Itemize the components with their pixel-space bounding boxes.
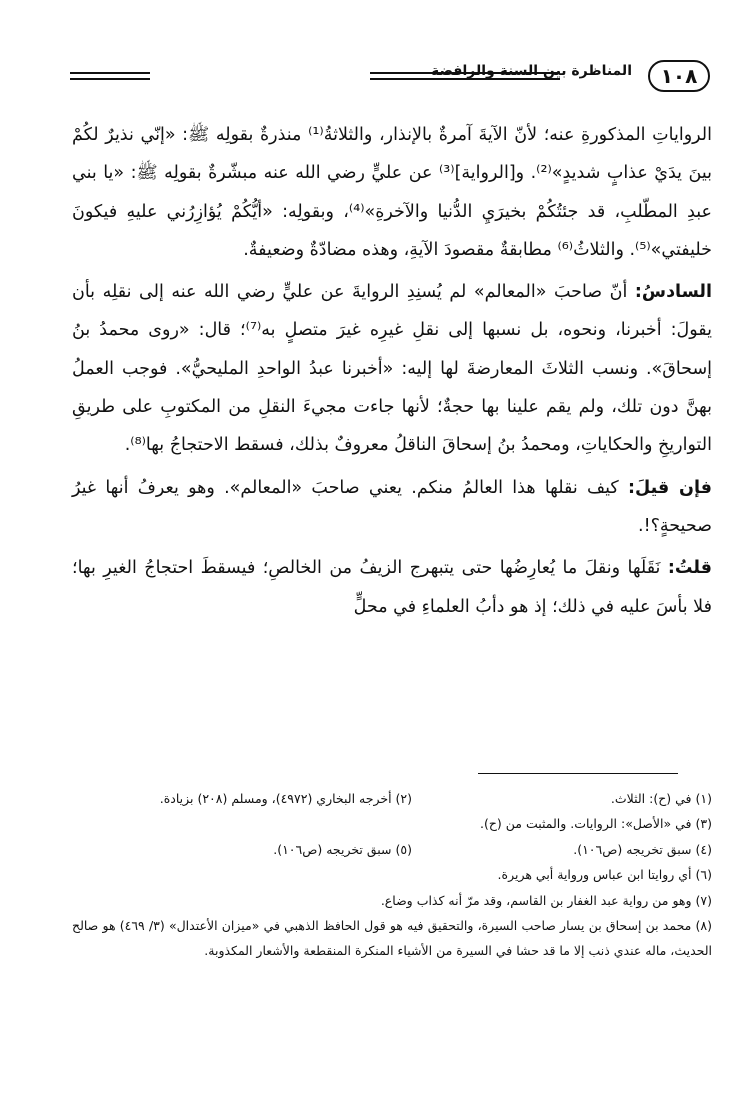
paragraph-2-text: أنّ صاحبَ «المعالم» لم يُسنِدِ الروايةَ عن عليٍّ رضي الله عنه إلى نقلِه بأن يقولَ: أخبرنا، ونحوه، بل نسبها إلى نقلِ غيرِه غيرَ متصلٍ به⁽⁷⁾؛ قال: «روى محمدُ بنُ إسحاقَ». ونسب الثلاثَ المعارضةَ لها إليه: «أخبرنا عبدُ الواحدِ المليحيُّ». فوجب العملُ بهنَّ دون تلك، ولم يقم علينا بها حجةٌ؛ لأنها جاءت مجيءَ النقلِ من المكتوبِ على طريقِ التواريخِ والحكاياتِ، ومحمدُ بنُ إسحاقَ الناقلُ معروفٌ بذلك، فسقط الاحتجاجُ بها⁽⁸⁾. bbox=[72, 282, 712, 456]
paragraph-4 bbox=[72, 549, 712, 626]
main-text bbox=[72, 116, 712, 630]
footnote-5: (٥) سبق تخريجه (ص١٠٦). bbox=[273, 841, 412, 857]
paragraph-4-text: نَقَلَها ونقلَ ما يُعارِضُها حتى يتبهرج الزيفُ من الخالصِ؛ فيسقطَ احتجاجُ الغيرِ بها؛ فلا بأسَ عليه في ذلك؛ إذ هو دأبُ العلماءِ في محلٍّ bbox=[72, 558, 712, 617]
footnotes bbox=[72, 786, 712, 964]
paragraph-3-text: كيف نقلها هذا العالمُ منكم. يعني صاحبَ «المعالم». وهو يعرفُ أنها غيرُ صحيحةٍ؟!. bbox=[72, 477, 712, 536]
footnote-separator bbox=[478, 773, 678, 774]
footnote-row bbox=[72, 837, 712, 862]
footnote-3: (٣) في «الأصل»: الروايات. والمثبت من (ح). bbox=[480, 816, 712, 832]
footnote-row bbox=[72, 888, 712, 913]
paragraph-3 bbox=[72, 469, 712, 546]
page-header bbox=[70, 58, 710, 98]
page-number-badge: ١٠٨ bbox=[648, 60, 710, 92]
paragraph-2 bbox=[72, 273, 712, 464]
footnote-7: (٧) وهو من رواية عبد الغفار بن القاسم، وقد مرّ أنه كذاب وضاع. bbox=[380, 892, 712, 908]
paragraph-4-lead: قلتُ: bbox=[667, 558, 712, 579]
paragraph-3-lead: فإن قيلَ: bbox=[628, 477, 712, 498]
footnote-row bbox=[72, 786, 712, 811]
paragraph-1: الرواياتِ المذكورةِ عنه؛ لأنّ الآيةَ آمرةٌ بالإنذار، والثلاثةُ⁽¹⁾ منذرةٌ بقولِه ﷺ: «إنّي نذيرٌ لكُمْ بينَ يدَيْ عذابٍ شديدٍ»⁽²⁾. و[الرواية]⁽³⁾ عن عليٍّ رضي الله عنه مبشّرةٌ بقولِه ﷺ: «يا بني عبدِ المطّلبِ، قد جئتُكُمْ بخيرَيِ الدُّنيا والآخرةِ»⁽⁴⁾، وبقولِه: «أيُّكُمْ يُؤازِرُني عليهِ فيكونَ خليفتي»⁽⁵⁾. والثلاثُ⁽⁶⁾ مطابقةٌ مقصودَ الآيةِ، وهذه مضادّةٌ وضعيفةٌ. bbox=[72, 125, 713, 260]
footnote-1: (١) في (ح): الثلاث. bbox=[610, 791, 712, 806]
footnote-row bbox=[72, 862, 712, 887]
header-rule-left-bottom bbox=[70, 78, 150, 80]
paragraph-2-lead: السادسُ: bbox=[634, 282, 712, 303]
header-rule-left-top bbox=[70, 72, 150, 74]
running-title: المناظرة بين السنة والرافضة bbox=[431, 63, 632, 79]
footnote-row bbox=[72, 811, 712, 836]
footnote-2: (٢) أخرجه البخاري (٤٩٧٢)، ومسلم (٢٠٨) بزيادة. bbox=[159, 791, 412, 806]
footnote-6: (٦) أي روايتا ابن عباس ورواية أبي هريرة. bbox=[497, 867, 712, 883]
footnote-4: (٤) سبق تخريجه (ص١٠٦). bbox=[573, 841, 712, 857]
footnote-8: (٨) محمد بن إسحاق بن يسار صاحب السيرة، والتحقيق فيه هو قول الحافظ الذهبي في «ميزان الأعتدال» (٣/ ٤٦٩) هو صالح الحديث، ماله عندي ذنب إلا ما قد حشا في السيرة من الأشياء المنكرة المنقطعة والأشعار المكذوبة. bbox=[72, 918, 713, 959]
